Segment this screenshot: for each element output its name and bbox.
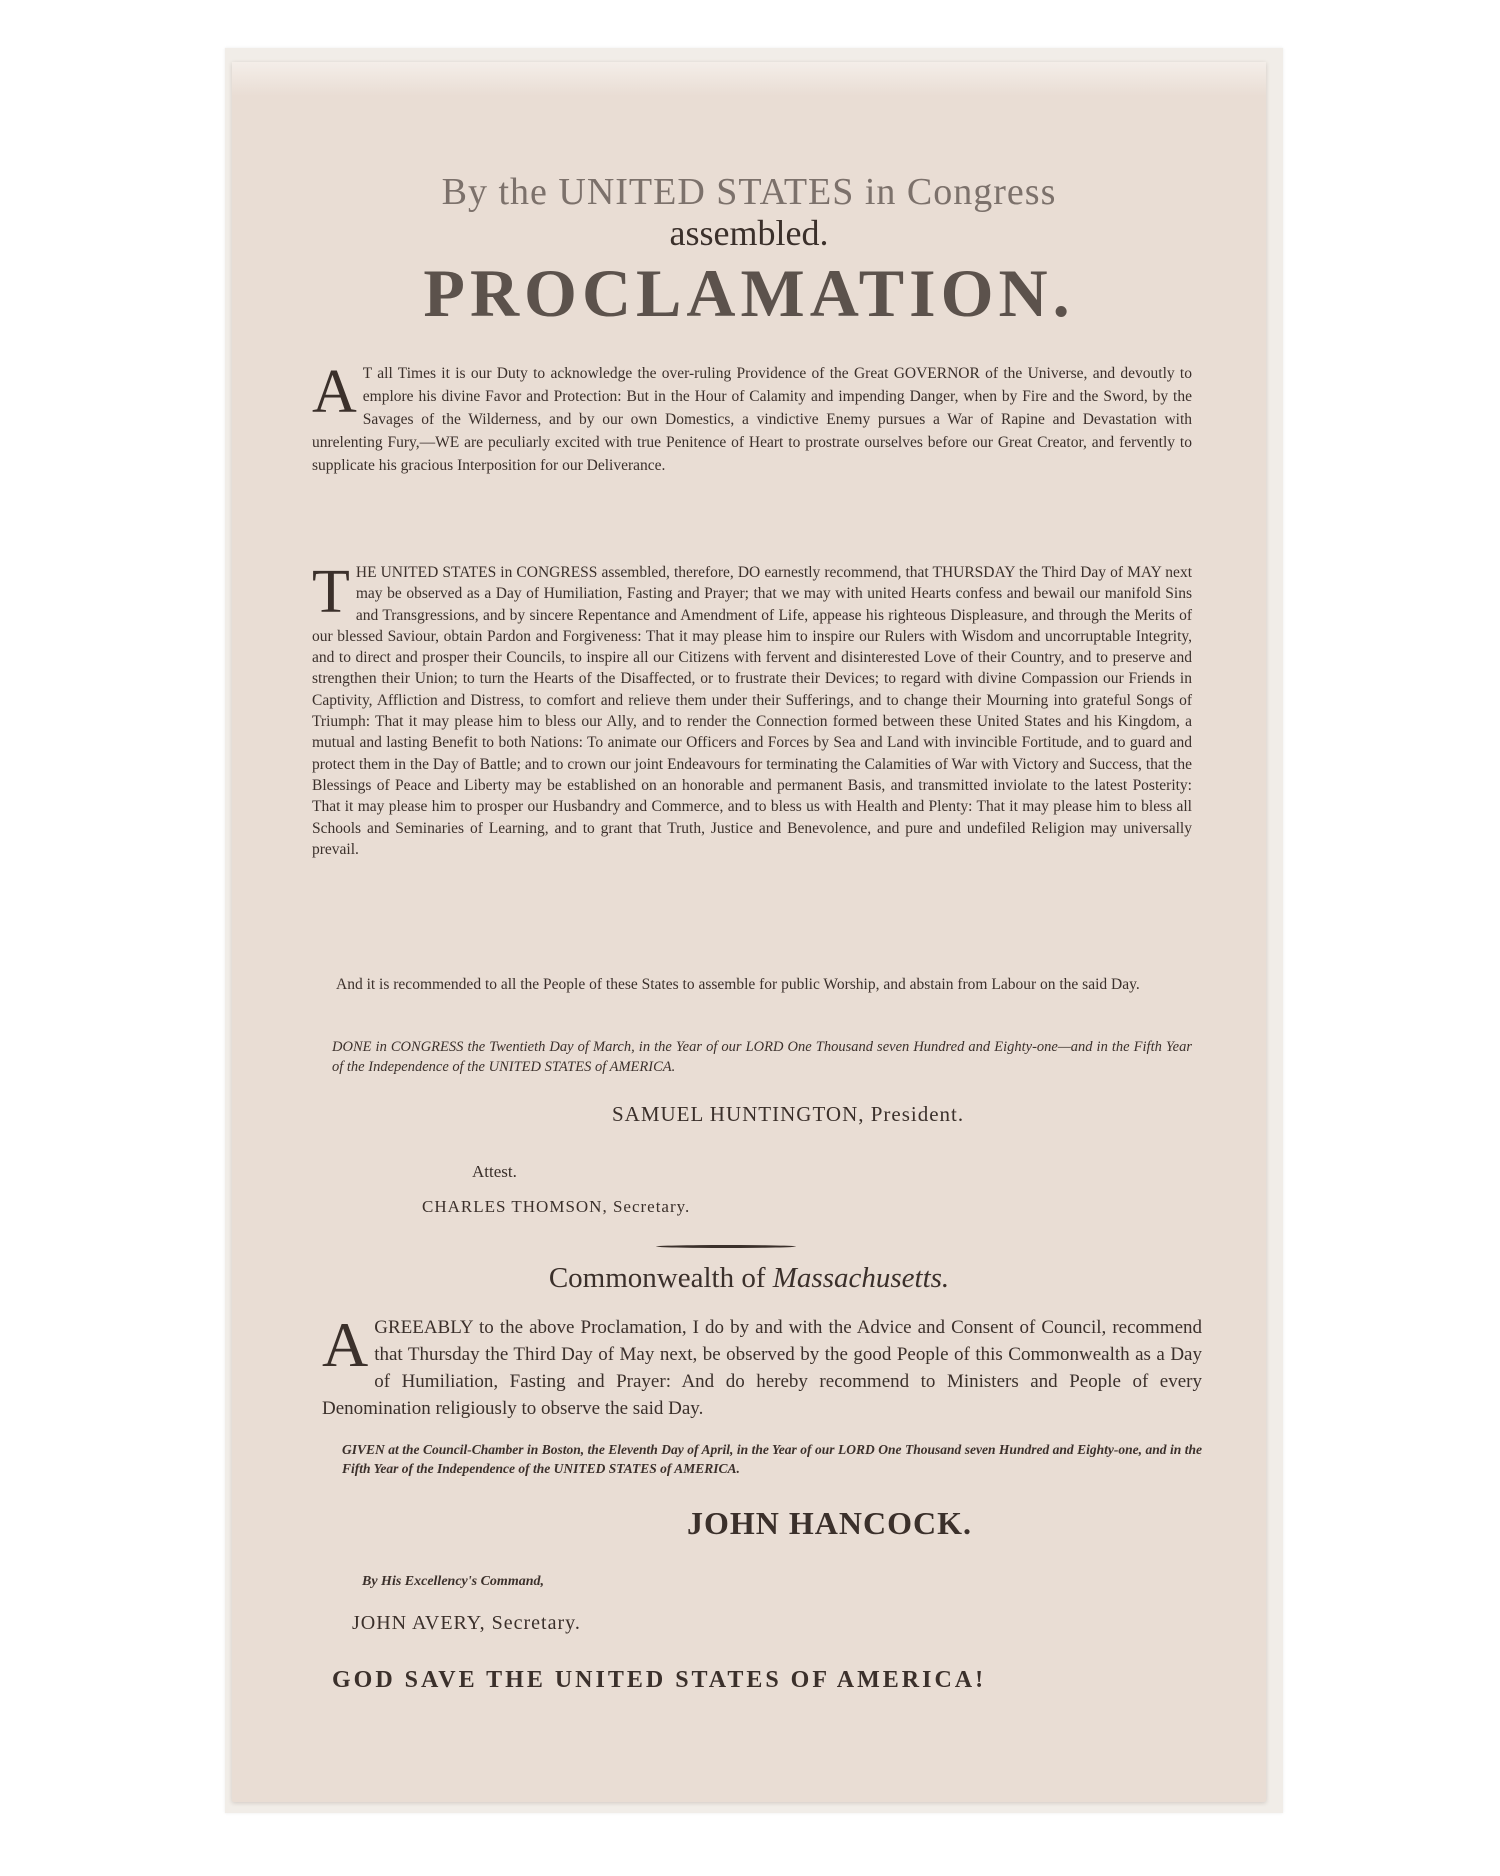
dropcap-a-2: A bbox=[322, 1309, 369, 1380]
commonwealth-heading-italic: Massachusetts. bbox=[772, 1262, 950, 1294]
commonwealth-heading bbox=[232, 1262, 1266, 1295]
paragraph-agreeably bbox=[322, 1309, 1202, 1422]
proclamation-title: PROCLAMATION. bbox=[423, 255, 1075, 331]
paragraph-recommendation-text: HE UNITED STATES in CONGRESS assembled, therefore, DO earnestly recommend, that THURSDAY the Third Day of MAY next may be observed as a Day of Humiliation, Fasting and Prayer; that we may with united Hearts confess and bewail our manifold Sins and Transgressions, and by sincere Repentance and Amendment of Life, appease his righteous Displeasure, and through the Merits of our blessed Saviour, obtain Pardon and Forgiveness: That it may please him to inspire our Rulers with Wisdom and uncorruptable Integrity, and to direct and prosper their Councils, to inspire all our Citizens with fervent and disinterested Love of their Country, and to preserve and strengthen their Union; to turn the Hearts of the Disaffected, or to frustrate their Devices; to regard with divine Compassion our Friends in Captivity, Affliction and Distress, to comfort and relieve them under their Sufferings, and to change their Mourning into grateful Songs of Triumph: That it may please him to bless our Ally, and to render the Connection formed between these United States and his Kingdom, a mutual and lasting Benefit to both Nations: To animate our Officers and Forces by Sea and Land with invincible Fortitude, and to guard and protect them in the Day of Battle; and to crown our joint Endeavours for terminating the Calamities of War with Victory and Success, that the Blessings of Peace and Liberty may be established on an honorable and permanent Basis, and transmitted inviolate to the latest Posterity: That it may please him to prosper our Husbandry and Commerce, and to bless us with Health and Plenty: That it may please him to bless all Schools and Seminaries of Learning, and to grant that Truth, Justice and Benevolence, and pure and undefiled Religion may universally prevail. bbox=[312, 564, 1192, 858]
dropcap-t: T bbox=[312, 558, 350, 626]
signature-governor: JOHN HANCOCK. bbox=[687, 1505, 972, 1541]
commonwealth-heading-plain: Commonwealth of bbox=[548, 1262, 766, 1294]
signature-president: SAMUEL HUNTINGTON, President. bbox=[612, 1102, 965, 1126]
paragraph-recommendation bbox=[312, 558, 1192, 860]
paragraph-worship: And it is recommended to all the People of these States to assemble for public Worship, and abstain from Labour on the said Day. bbox=[336, 976, 1140, 993]
dropcap-a: A bbox=[312, 358, 357, 426]
header-line-2: assembled. bbox=[669, 213, 829, 253]
section-divider bbox=[656, 1245, 796, 1248]
signature-avery: JOHN AVERY, Secretary. bbox=[352, 1612, 581, 1634]
paragraph-duty bbox=[312, 358, 1192, 477]
paragraph-duty-text: T all Times it is our Duty to acknowledge the over-ruling Providence of the Great GOVERNOR of the Universe, and devoutly to emplore his divine Favor and Protection: But in the Hour of Calamity and impending Danger, when by Fire and the Sword, by the Savages of the Wilderness, and by our own Domestics, a vindictive Enemy pursues a War of Rapine and Devastation with unrelenting Fury,—WE are peculiarly excited with true Penitence of Heart to prostrate ourselves before our Great Creator, and fervently to supplicate his gracious Interposition for our Deliverance. bbox=[312, 365, 1192, 474]
broadside-sheet bbox=[232, 62, 1266, 1802]
by-command-line: By His Excellency's Command, bbox=[362, 1574, 544, 1589]
header-line-1: By the UNITED STATES in Congress bbox=[441, 171, 1057, 213]
given-at-council-chamber: GIVEN at the Council-Chamber in Boston, the Eleventh Day of April, in the Year of our LORD One Thousand seven Hundred and Eighty-one, and in the Fifth Year of the Independence of the UNITED STATES of AMERICA. bbox=[342, 1442, 1202, 1476]
paragraph-agreeably-text: GREEABLY to the above Proclamation, I do by and with the Advice and Consent of Council, recommend that Thursday the Third Day of May next, be observed by the good People of this Commonwealth as a Day of Humiliation, Fasting and Prayer: And do hereby recommend to Ministers and People of every Denomination religiously to observe the said Day. bbox=[322, 1317, 1202, 1419]
signature-secretary: CHARLES THOMSON, Secretary. bbox=[422, 1197, 691, 1216]
closing-line: GOD SAVE THE UNITED STATES OF AMERICA! bbox=[332, 1667, 987, 1693]
attest-label: Attest. bbox=[472, 1162, 517, 1181]
done-in-congress: DONE in CONGRESS the Twentieth Day of March, in the Year of our LORD One Thousand seven Hundred and Eighty-one—and in the Fifth Year of the Independence of the UNITED STATES of AMERICA. bbox=[332, 1039, 1192, 1075]
